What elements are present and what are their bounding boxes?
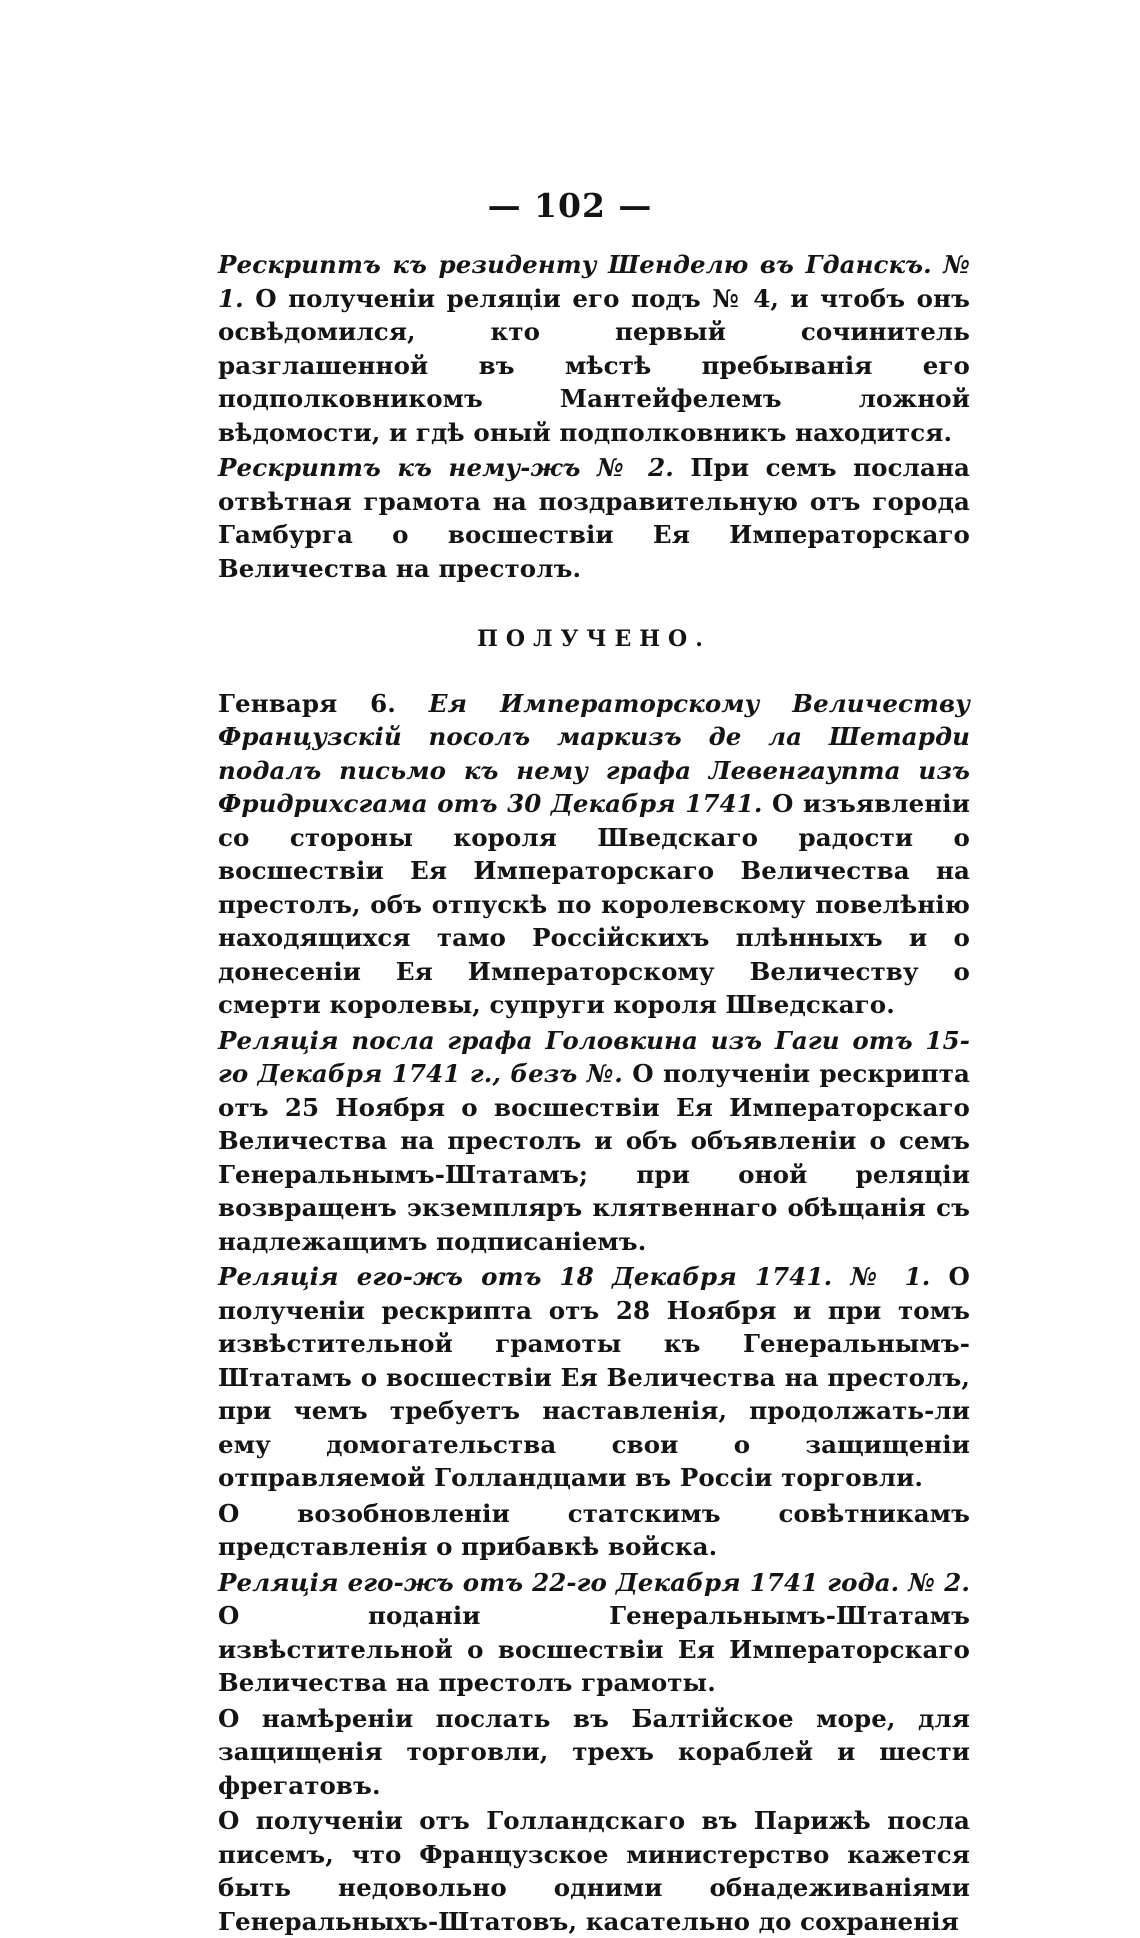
- entry: [218, 1024, 970, 1259]
- entry-lead: Реляція его-жъ отъ 22-го Декабря 1741 года. № 2.: [218, 1567, 970, 1597]
- entry-text: О полученіи рескрипта отъ 25 Ноября о восшествіи Ея Императорскаго Величества на престолъ и объ объявленіи о семъ Генеральнымъ-Штатамъ; при оной реляціи возвращенъ экземпляръ клятвеннаго обѣщанія съ надлежащимъ подписаніемъ.: [218, 1059, 970, 1256]
- paragraph: [218, 451, 970, 585]
- entry-text: О полученіи рескрипта отъ 28 Ноября и при томъ извѣстительной грамоты къ Генеральнымъ-Штатамъ о восшествіи Ея Величества на престолъ, при чемъ требуетъ наставленія, продолжать-ли ему домогательства свои о защищеніи отправляемой Голландцами въ Россіи торговли.: [218, 1262, 970, 1492]
- paragraph-lead: Рескриптъ къ резиденту Шенделю въ Гданскъ. № 1.: [218, 250, 970, 313]
- entry-text: О изъявленіи со стороны короля Шведскаго радости о восшествіи Ея Императорскаго Величества на престолъ, объ отпускѣ по королевскому повелѣнію находящихся тамо Россійскихъ плѣнныхъ и о донесеніи Ея Императорскому Величеству о смерти королевы, супруги короля Шведскаго.: [218, 789, 970, 1019]
- entry-text: О полученіи отъ Голландскаго въ Парижѣ посла писемъ, что Французское министерство кажется быть недовольно одними обнадеживаніями Генеральныхъ-Штатовъ, касательно до сохраненія: [218, 1806, 970, 1936]
- entry-lead: Реляція посла графа Головкина изъ Гаги отъ 15-го Декабря 1741 г., безъ №.: [218, 1025, 970, 1088]
- entry: [218, 687, 970, 1022]
- entry: [218, 1702, 970, 1803]
- section-heading: ПОЛУЧЕНО.: [477, 626, 711, 652]
- entry: [218, 1260, 970, 1495]
- paragraph: [218, 248, 970, 449]
- entry-date: Генваря 6.: [218, 688, 396, 718]
- entry-text: О намѣреніи послать въ Балтійское море, для защищенія торговли, трехъ кораблей и шести фрегатовъ.: [218, 1703, 970, 1800]
- entry-text: О возобновленіи статскимъ совѣтникамъ представленія о прибавкѣ войска.: [218, 1498, 970, 1561]
- entry-lead: Ея Императорскому Величеству Французскій посолъ маркизъ де ла Шетарди подалъ письмо къ нему графа Левенгаупта изъ Фридрихсгама отъ 30 Декабря 1741.: [218, 688, 971, 818]
- page-number: — 102 —: [487, 186, 653, 225]
- entry: [218, 1497, 970, 1564]
- paragraph-text: О полученіи реляціи его подъ № 4, и чтобъ онъ освѣдомился, кто первый сочинитель разглашенной въ мѣстѣ пребыванія его подполковникомъ Мантейфелемъ ложной вѣдомости, и гдѣ оный подполковникъ находится.: [218, 283, 970, 447]
- entry-lead: Реляція его-жъ отъ 18 Декабря 1741. № 1.: [218, 1262, 931, 1291]
- paragraph-lead: Рескриптъ къ нему-жъ № 2.: [218, 453, 674, 482]
- entry: [218, 1804, 970, 1938]
- paragraph-text: При семъ послана отвѣтная грамота на поздравительную отъ города Гамбурга о восшествіи Ея Императорскаго Величества на престолъ.: [218, 453, 970, 583]
- document-body: [218, 248, 970, 1938]
- entry-text: О поданіи Генеральнымъ-Штатамъ извѣстительной о восшествіи Ея Императорскаго Величества на престолъ грамоты.: [218, 1601, 970, 1697]
- entry: [218, 1566, 970, 1700]
